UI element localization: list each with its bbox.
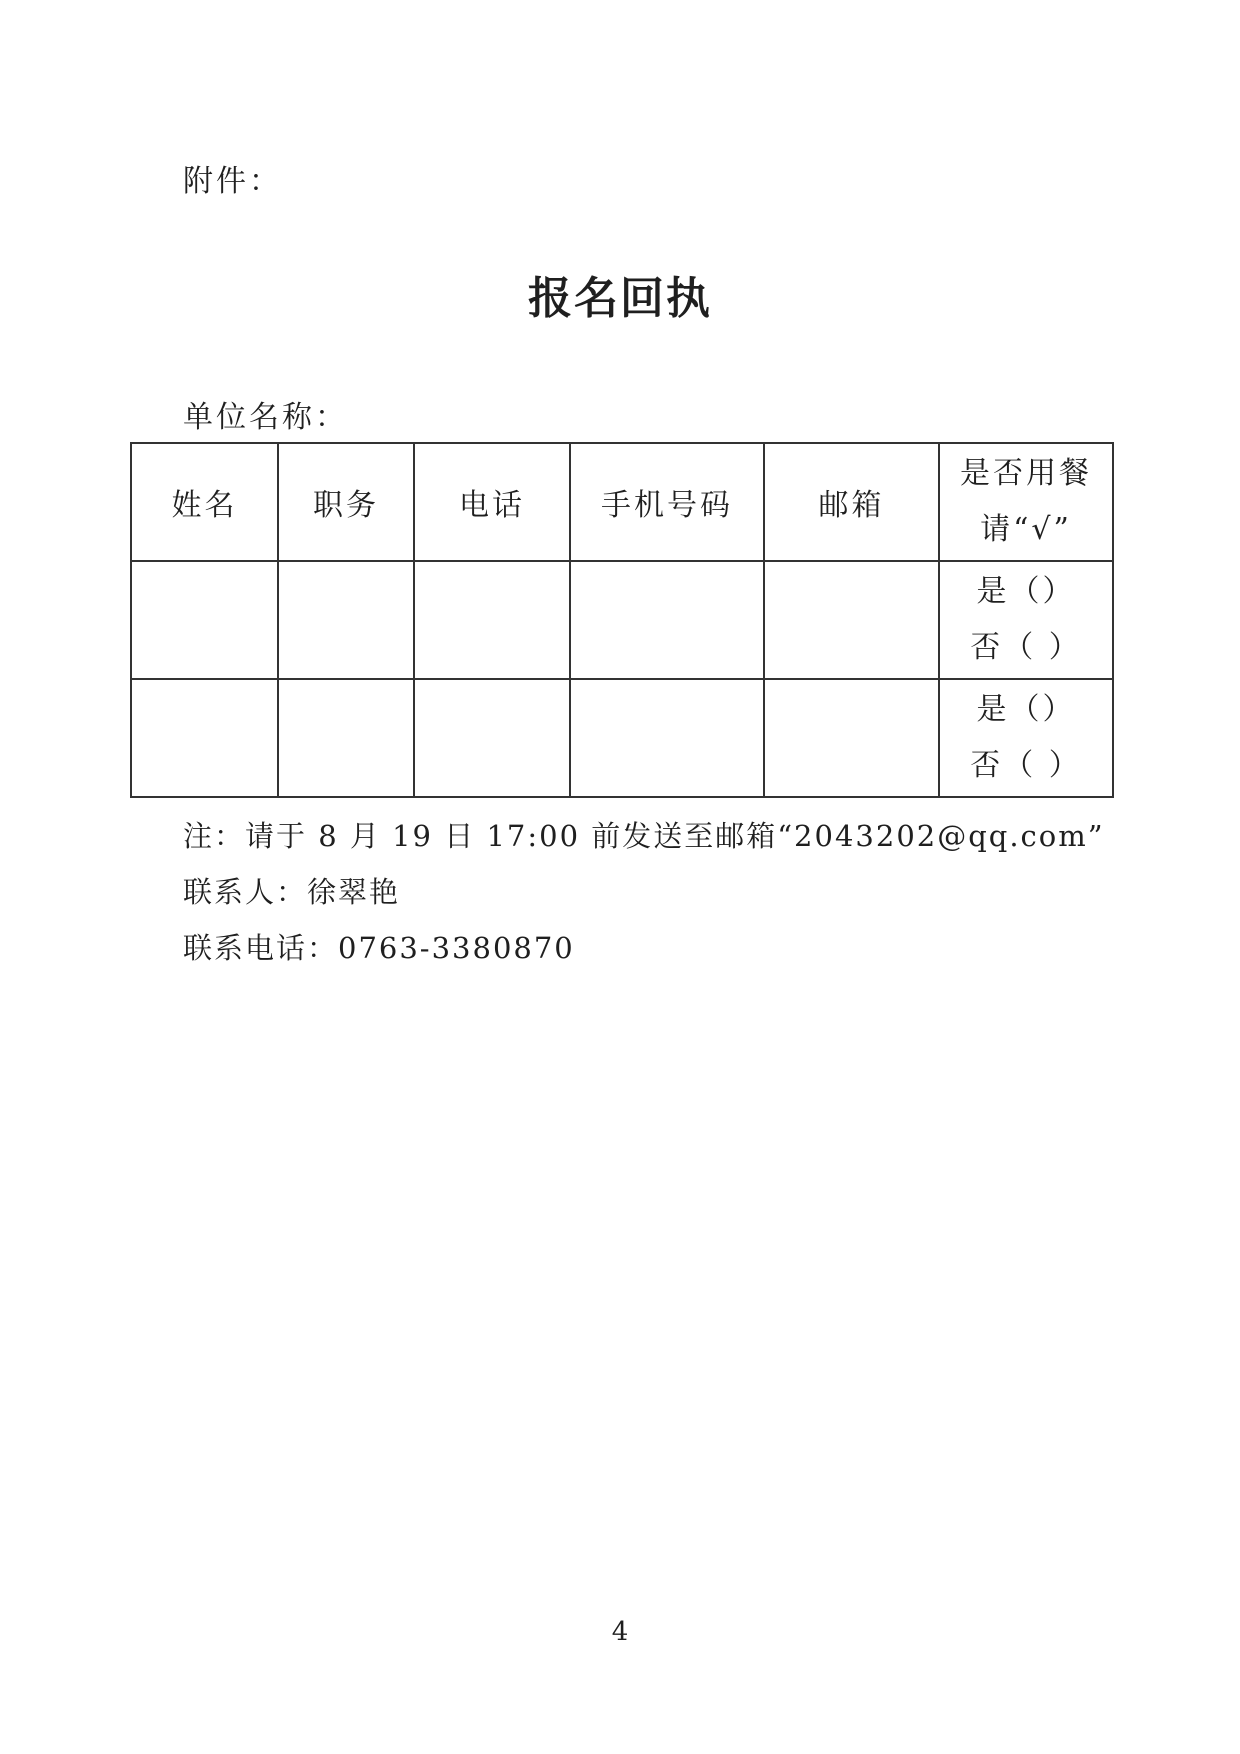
page-number: 4	[611, 1617, 629, 1647]
header-email: 邮箱	[764, 443, 939, 561]
cell-position[interactable]	[278, 561, 414, 679]
header-phone: 电话	[414, 443, 570, 561]
cell-name[interactable]	[131, 679, 278, 797]
table-header-row	[131, 443, 1113, 561]
cell-phone[interactable]	[414, 679, 570, 797]
cell-meal[interactable]	[939, 561, 1113, 679]
cell-meal[interactable]	[939, 679, 1113, 797]
header-meal-line2: 请“√”	[980, 512, 1072, 547]
table-row	[131, 679, 1113, 797]
meal-no-option[interactable]: 否（ ）	[970, 748, 1082, 783]
unit-name-label: 单位名称：	[183, 400, 348, 435]
registration-table	[130, 442, 1114, 798]
header-meal-line1: 是否用餐	[960, 456, 1092, 491]
cell-mobile[interactable]	[570, 679, 764, 797]
table-row	[131, 561, 1113, 679]
meal-no-option[interactable]: 否（ ）	[970, 630, 1082, 665]
cell-mobile[interactable]	[570, 561, 764, 679]
cell-email[interactable]	[764, 561, 939, 679]
cell-position[interactable]	[278, 679, 414, 797]
header-name: 姓名	[131, 443, 278, 561]
attachment-label: 附件：	[183, 164, 282, 199]
meal-yes-option[interactable]: 是（）	[976, 574, 1076, 609]
meal-yes-option[interactable]: 是（）	[976, 692, 1076, 727]
cell-phone[interactable]	[414, 561, 570, 679]
cell-name[interactable]	[131, 561, 278, 679]
contact-phone: 联系电话：0763-3380870	[183, 931, 575, 965]
contact-person: 联系人：徐翠艳	[183, 875, 401, 909]
document-title: 报名回执	[528, 273, 712, 324]
header-position: 职务	[278, 443, 414, 561]
cell-email[interactable]	[764, 679, 939, 797]
header-meal	[939, 443, 1113, 561]
deadline-note: 注：请于 8 月 19 日 17:00 前发送至邮箱“2043202@qq.com”	[183, 819, 1105, 853]
notes-section	[183, 808, 1105, 976]
header-mobile: 手机号码	[570, 443, 764, 561]
